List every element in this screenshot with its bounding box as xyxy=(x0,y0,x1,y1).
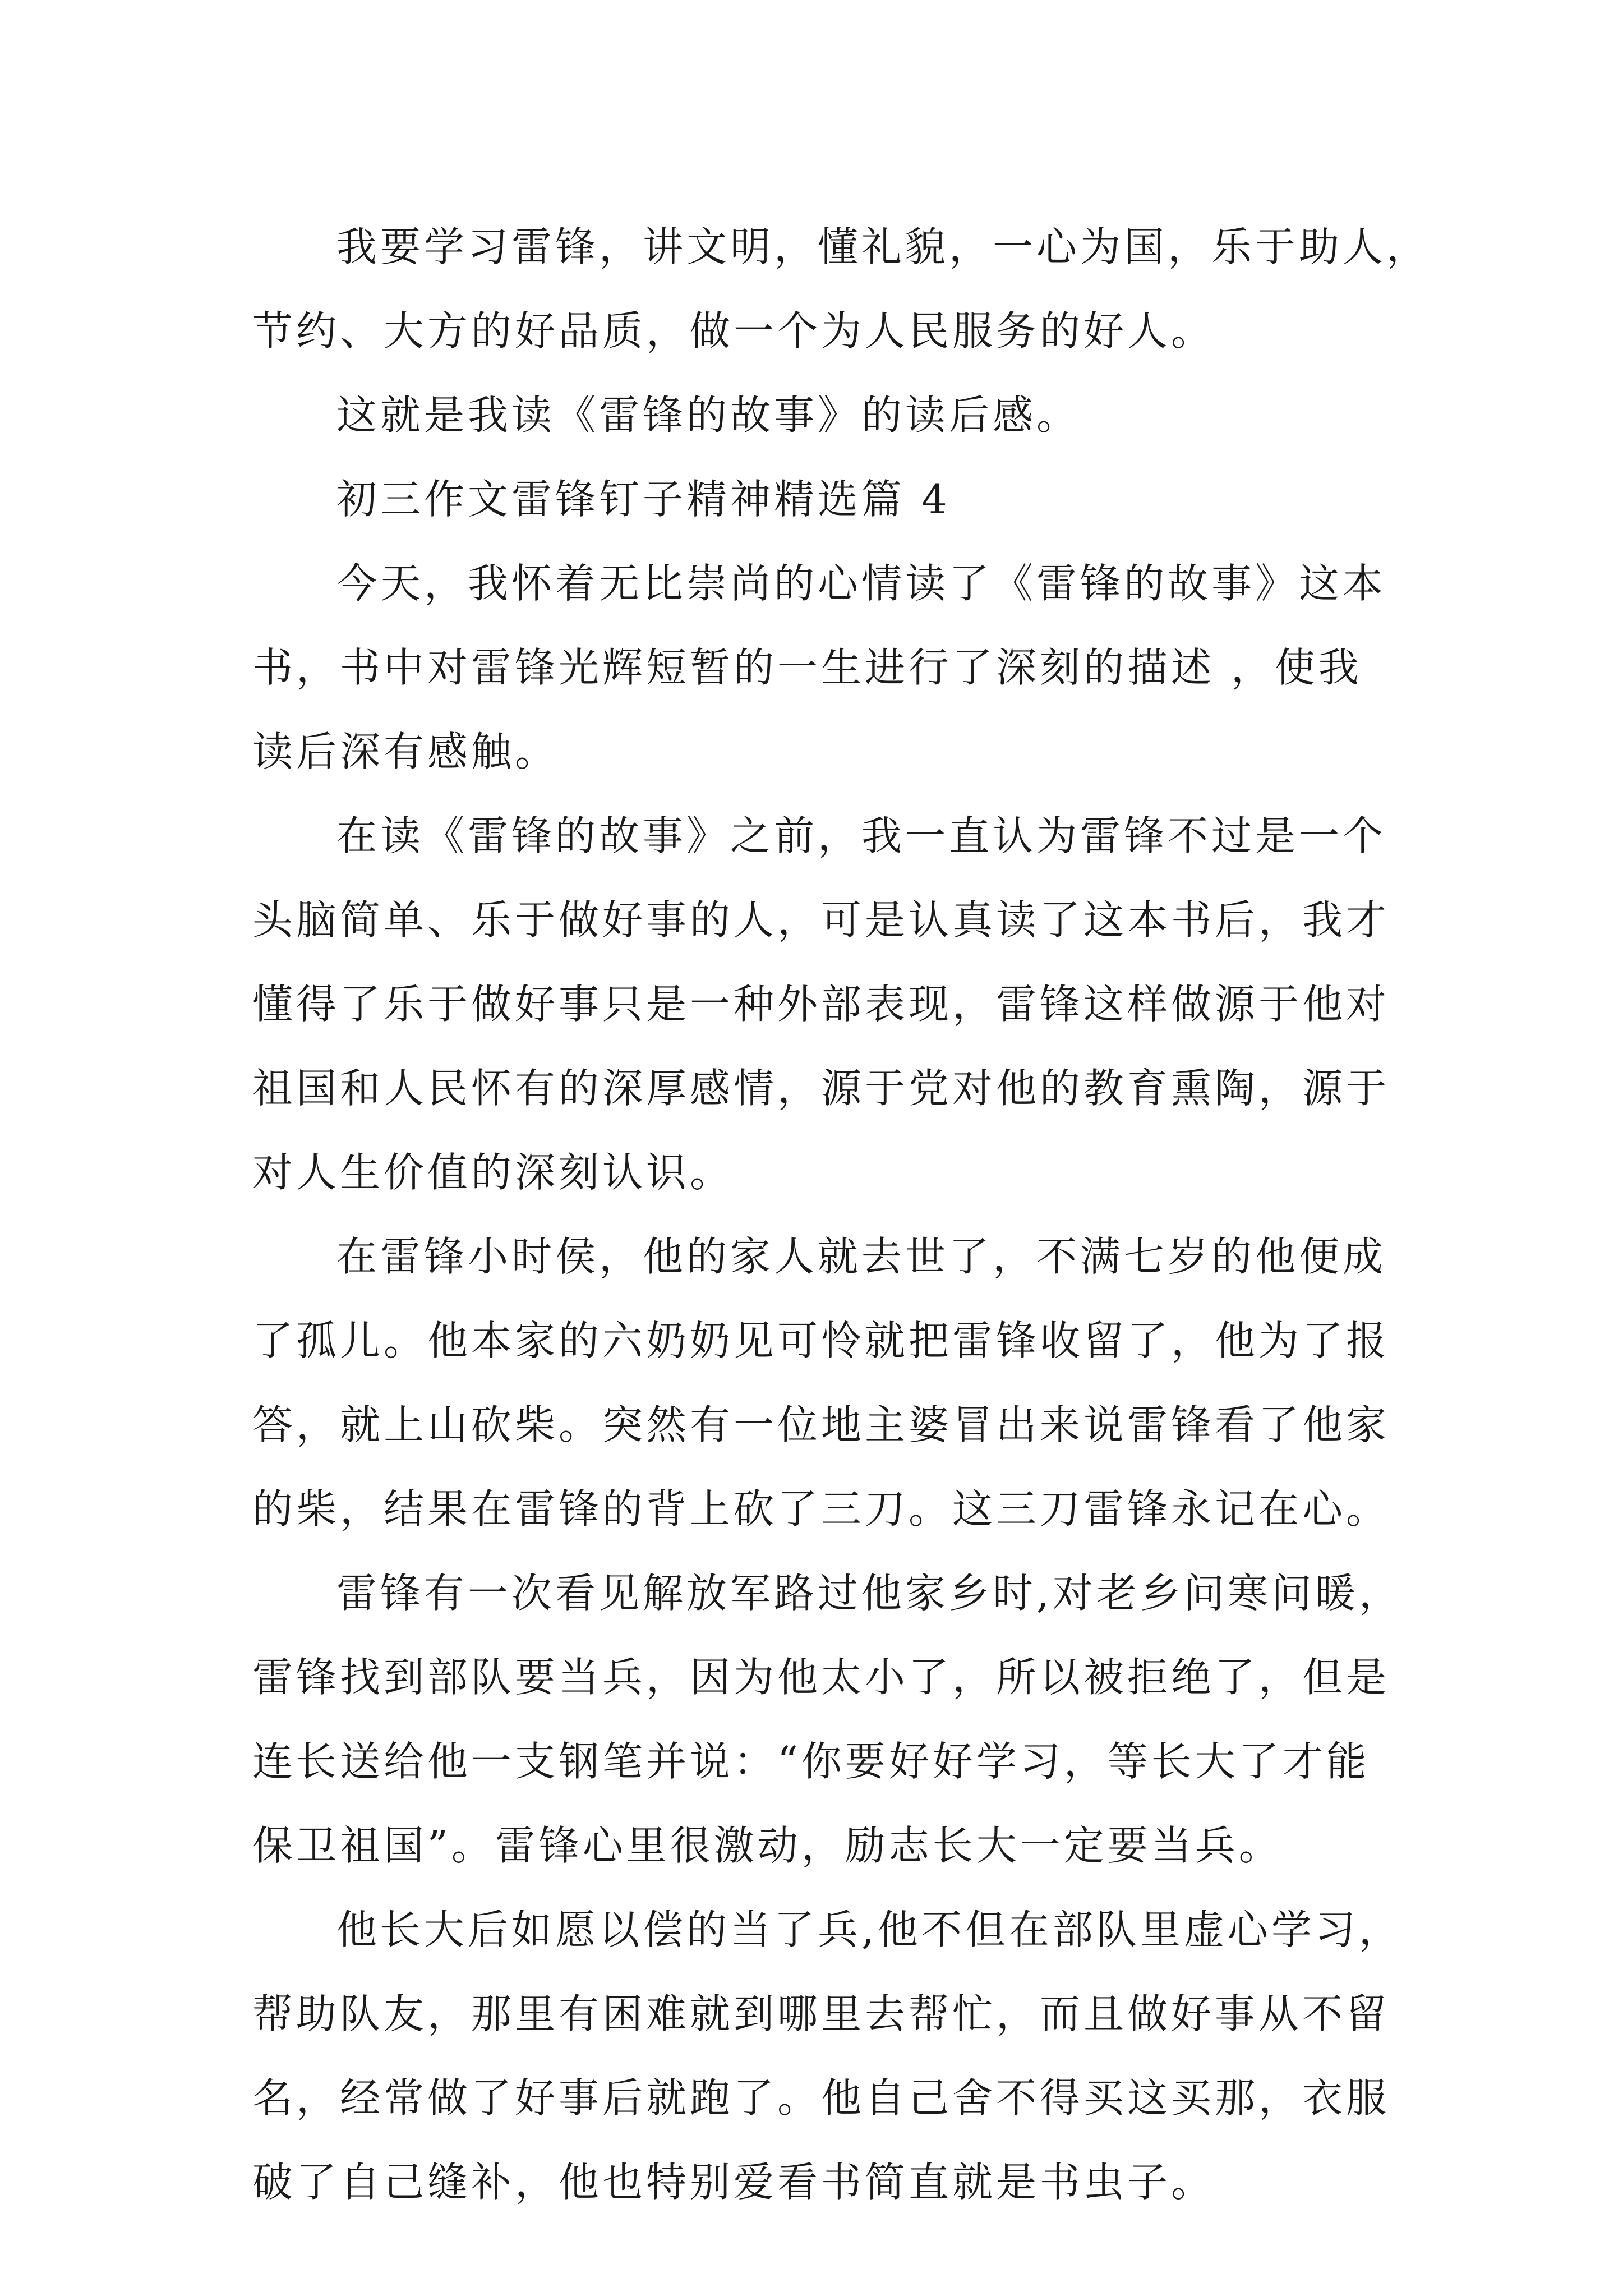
paragraph-line: 头脑简单、乐于做好事的人，可是认真读了这本书后，我才 xyxy=(252,896,1390,944)
paragraph-line: 节约、大方的好品质，做一个为人民服务的好人。 xyxy=(252,307,1215,355)
paragraph-line: 今天，我怀着无比崇尚的心情读了《雷锋的故事》这本 xyxy=(336,560,1387,607)
paragraph-line: 对人生价值的深刻认识。 xyxy=(252,1149,734,1196)
paragraph-line: 懂得了乐于做好事只是一种外部表现，雷锋这样做源于他对 xyxy=(252,981,1390,1028)
paragraph-line: 的柴，结果在雷锋的背上砍了三刀。这三刀雷锋永记在心。 xyxy=(252,1485,1390,1533)
paragraph-line: 连长送给他一支钢笔并说：“你要好好学习，等长大了才能 xyxy=(252,1738,1370,1785)
section-heading: 初三作文雷锋钉子精神精选篇 4 xyxy=(336,476,951,523)
paragraph-line: 读后深有感触。 xyxy=(252,728,559,775)
paragraph-line: 祖国和人民怀有的深厚感情，源于党对他的教育熏陶，源于 xyxy=(252,1065,1390,1112)
paragraph-line: 名，经常做了好事后就跑了。他自己舍不得买这买那，衣服 xyxy=(252,2074,1390,2122)
paragraph-line: 答，就上山砍柴。突然有一位地主婆冒出来说雷锋看了他家 xyxy=(252,1401,1390,1448)
paragraph-line: 了孤儿。他本家的六奶奶见可怜就把雷锋收留了，他为了报 xyxy=(252,1317,1390,1364)
paragraph-line: 破了自己缝补，他也特别爱看书简直就是书虫子。 xyxy=(252,2159,1215,2206)
paragraph-line: 在雷锋小时侯，他的家人就去世了，不满七岁的他便成 xyxy=(336,1233,1387,1280)
paragraph-line: 我要学习雷锋，讲文明，懂礼貌，一心为国，乐于助人， xyxy=(336,223,1431,270)
paragraph-line: 在读《雷锋的故事》之前，我一直认为雷锋不过是一个 xyxy=(336,812,1387,859)
paragraph-line: 书，书中对雷锋光辉短暂的一生进行了深刻的描述 ，使我 xyxy=(252,644,1362,691)
paragraph-line: 帮助队友，那里有困难就到哪里去帮忙，而且做好事从不留 xyxy=(252,1990,1390,2037)
paragraph-line: 他长大后如愿以偿的当了兵,他不但在部队里虚心学习， xyxy=(336,1906,1403,1953)
paragraph-line: 雷锋找到部队要当兵，因为他太小了，所以被拒绝了，但是 xyxy=(252,1654,1390,1701)
paragraph-line: 保卫祖国”。雷锋心里很激动，励志长大一定要当兵。 xyxy=(252,1822,1283,1869)
paragraph-line: 雷锋有一次看见解放军路过他家乡时,对老乡问寒问暖， xyxy=(336,1570,1403,1617)
paragraph-line: 这就是我读《雷锋的故事》的读后感。 xyxy=(336,392,1081,439)
